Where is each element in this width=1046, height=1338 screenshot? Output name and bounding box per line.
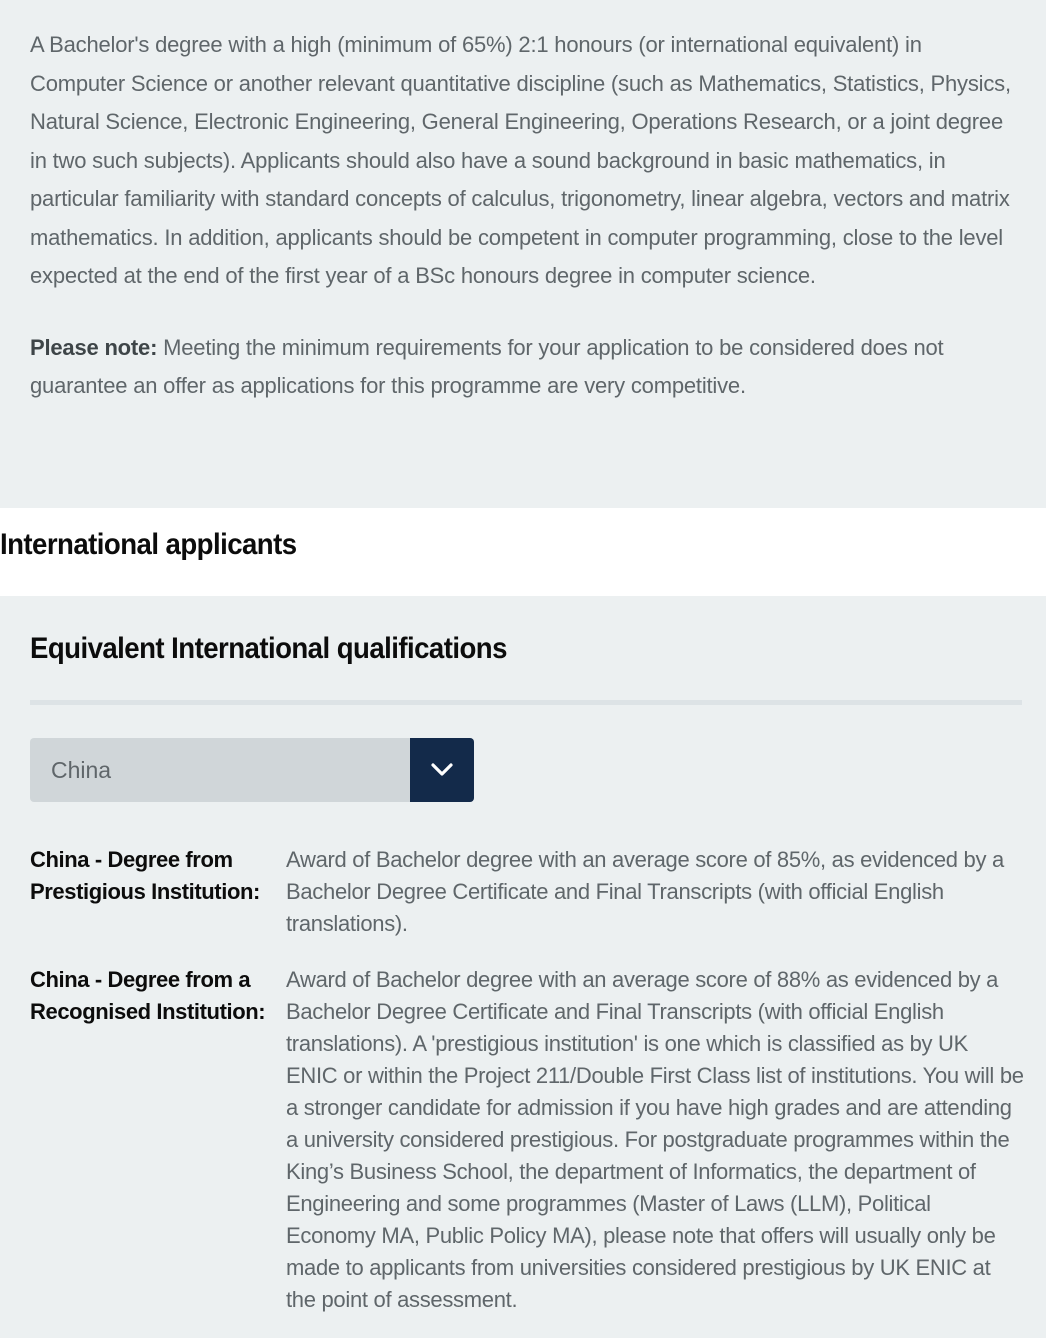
note-label: Please note: bbox=[30, 334, 158, 360]
qualification-text: Award of Bachelor degree with an average score of 88% as evidenced by a Bachelor Degree Certificate and Final Transcripts (with official English translations). A 'prestigious institution' is one which is classified as by UK ENIC or within the Project 211/Double First Class list of institutions. You will be a stronger candidate for admission if you have high grades and are attending a university considered prestigious. For postgraduate programmes within the King’s Business School, the department of Informatics, the department of Engineering and some programmes (Master of Laws (LLM), Political Economy MA, Public Policy MA), please note that offers will usually only be made to applicants from universities considered prestigious by UK ENIC at the point of assessment. bbox=[286, 967, 1024, 1312]
international-applicants-heading: International applicants bbox=[0, 528, 297, 561]
note-text: Meeting the minimum requirements for your application to be considered does not guarantee an offer as applications for this programme are very competitive. bbox=[30, 334, 944, 398]
country-select-value: China bbox=[51, 757, 112, 783]
country-select-toggle[interactable] bbox=[410, 738, 474, 802]
qualification-label: China - Degree from Prestigious Institution: bbox=[30, 847, 260, 904]
divider bbox=[30, 700, 1022, 705]
equivalent-qualifications-title: Equivalent International qualifications bbox=[30, 632, 507, 665]
requirements-note bbox=[30, 329, 1016, 406]
country-select[interactable] bbox=[30, 738, 474, 802]
qualification-label: China - Degree from a Recognised Institution: bbox=[30, 967, 266, 1024]
equivalent-qualifications-panel bbox=[0, 596, 1046, 1338]
requirements-paragraph: A Bachelor's degree with a high (minimum of 65%) 2:1 honours (or international equivalent) in Computer Science or another relevant quantitative discipline (such as Mathematics, Statistics, Physics, Natural Science, Electronic Engineering, General Engineering, Operations Research, or a joint degree in two such subjects). Applicants should also have a sound background in basic mathematics, in particular familiarity with standard concepts of calculus, trigonometry, linear algebra, vectors and matrix mathematics. In addition, applicants should be competent in computer programming, close to the level expected at the end of the first year of a BSc honours degree in computer science. bbox=[30, 32, 1011, 288]
qualification-text: Award of Bachelor degree with an average score of 85%, as evidenced by a Bachelor Degree Certificate and Final Transcripts (with official English translations). bbox=[286, 847, 1004, 936]
chevron-down-icon bbox=[430, 762, 454, 778]
entry-requirements-panel bbox=[0, 0, 1046, 508]
